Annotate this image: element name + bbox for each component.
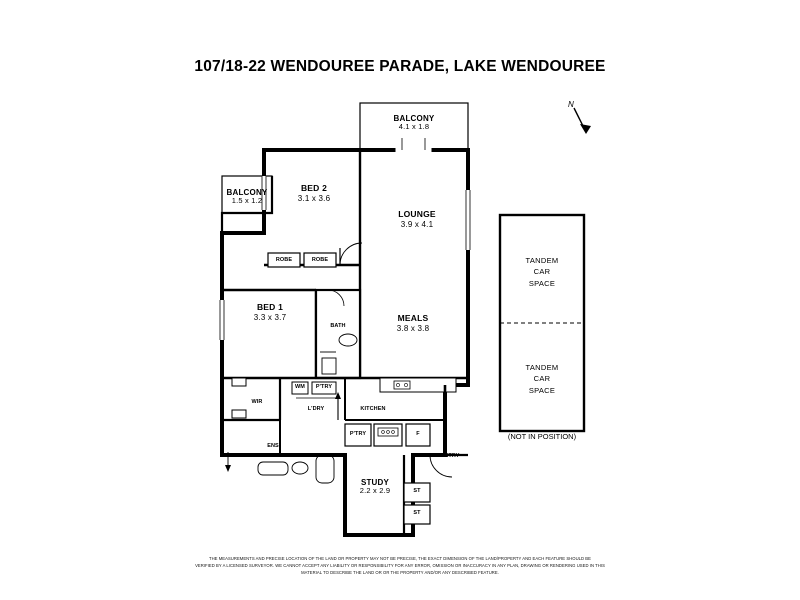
tandem-lower-line-3: SPACE [528, 385, 556, 395]
label-robe-left: ROBE [275, 257, 293, 263]
disclaimer-line-2: VERIFIED BY A LICENSED SURVEYOR. WE CANNOT ACCEPT ANY LIABILITY OR RESPONSIBILITY FOR ANY ERROR, OMISSION OR INACCURACY IN ANY PLAN, DRAWING OR RENDERING USED IN THIS [195, 562, 605, 568]
page-title: 107/18-22 WENDOUREE PARADE, LAKE WENDOUREE [194, 58, 606, 75]
tandem-upper-line-1: TANDEM [525, 256, 559, 265]
north-arrow [560, 100, 608, 148]
north-label: N [568, 100, 574, 109]
disclaimer [0, 556, 800, 577]
room-name: BALCONY [393, 114, 435, 123]
label-fridge: F [416, 431, 420, 437]
room-name: BED 1 [256, 302, 284, 312]
car-space-note: (NOT IN POSITION) [507, 432, 577, 441]
room-dim: 3.8 x 3.8 [396, 323, 430, 333]
room-name: LOUNGE [398, 209, 436, 219]
room-name: MEALS [397, 313, 429, 323]
room-dim: 4.1 x 1.8 [398, 122, 430, 132]
label-store-upper: ST [413, 488, 421, 494]
label-kitchen: KITCHEN [360, 406, 386, 412]
label-washing-machine: WM [295, 384, 305, 390]
room-label-bed1 [228, 303, 312, 322]
label-pantry-top: P'TRY [315, 384, 333, 390]
room-dim: 3.1 x 3.6 [297, 193, 331, 203]
tandem-upper-line-3: SPACE [528, 278, 556, 288]
room-dim: 1.5 x 1.2 [231, 196, 263, 206]
label-entry: ENTRY [440, 453, 460, 459]
room-label-balcony-left [222, 188, 272, 206]
tandem-lower-line-2: CAR [533, 374, 551, 384]
tandem-lower-line-1: TANDEM [525, 363, 559, 372]
label-robe-right: ROBE [311, 257, 329, 263]
room-label-balcony-top [374, 114, 454, 132]
room-dim: 3.3 x 3.7 [253, 312, 287, 322]
room-dim: 2.2 x 2.9 [359, 486, 391, 496]
label-bath: BATH [330, 323, 346, 329]
room-label-meals [368, 314, 458, 333]
tandem-car-space-upper [500, 255, 584, 289]
room-label-lounge [372, 210, 462, 229]
disclaimer-line-3: MATERIAL TO DESCRIBE THE LAND OR OR THE PROPERTY AND/OR ANY DESCRIBED FEATURE. [301, 569, 499, 575]
label-wir: WIR [251, 399, 263, 405]
label-pantry-lower: P'TRY [349, 431, 367, 437]
label-laundry: L'DRY [307, 406, 325, 412]
room-name: BALCONY [226, 188, 268, 197]
tandem-car-space-lower [500, 362, 584, 396]
room-label-study [344, 478, 406, 496]
label-ensuite: ENS [267, 443, 279, 449]
room-name: BED 2 [300, 183, 328, 193]
room-dim: 3.9 x 4.1 [400, 219, 434, 229]
room-label-bed2 [272, 184, 356, 203]
disclaimer-line-1: THE MEASUREMENTS AND PRECISE LOCATION OF THE LAND OR PROPERTY MAY NOT BE PRECISE, THE EXACT DIMENSION OF THE LAND/PROPERTY AND EACH FEATURE SHOULD BE [209, 556, 591, 561]
tandem-upper-line-2: CAR [533, 267, 551, 277]
label-store-lower: ST [413, 510, 421, 516]
room-name: STUDY [360, 478, 390, 487]
